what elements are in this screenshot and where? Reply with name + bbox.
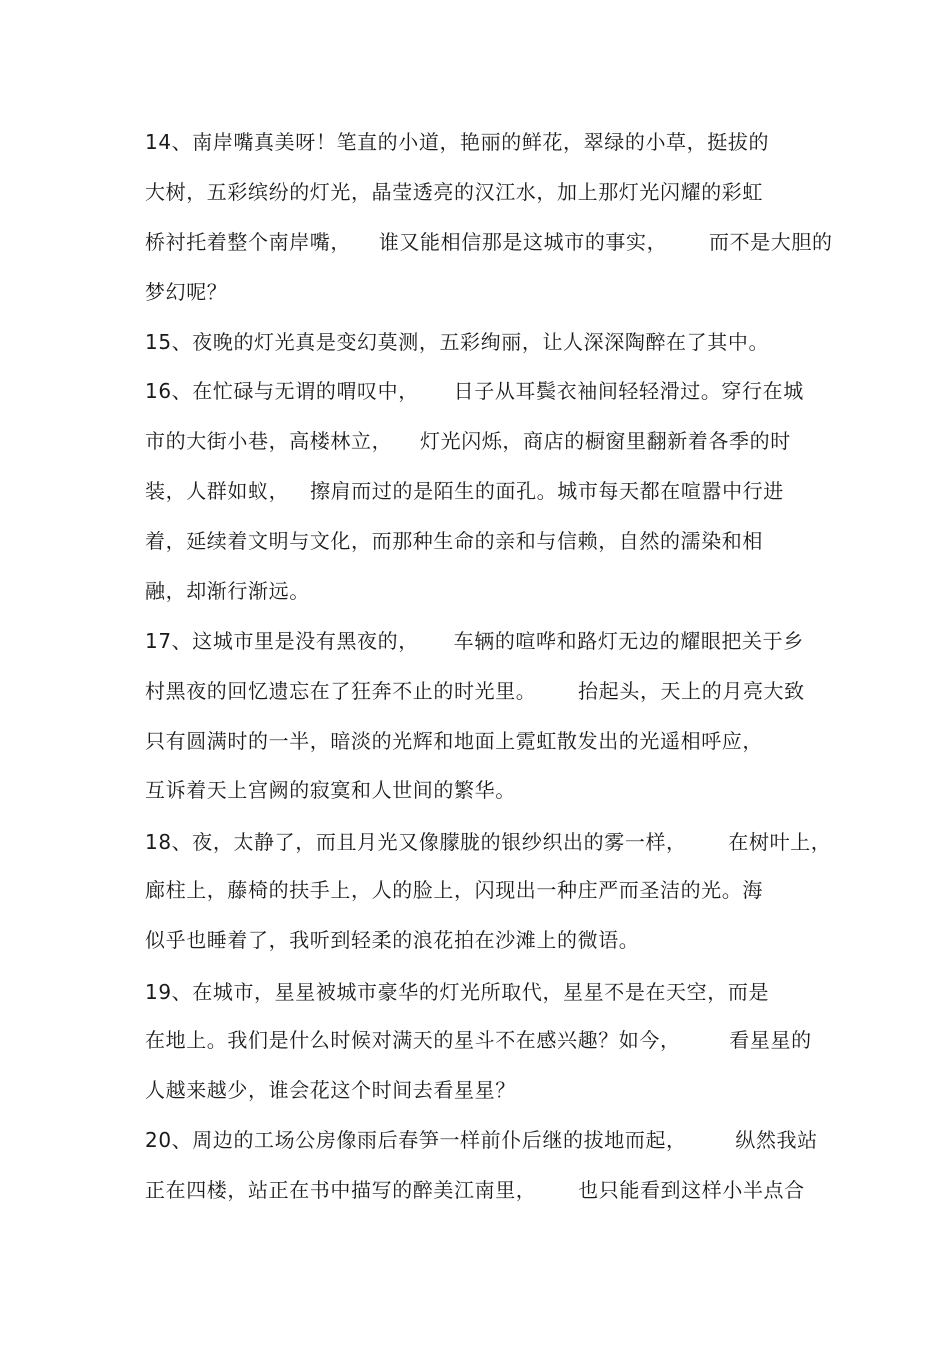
- text-line: 似乎也睡着了，我听到轻柔的浪花拍在沙滩上的微语。: [145, 928, 640, 952]
- text-line: 大树，五彩缤纷的灯光，晶莹透亮的汉江水，加上那灯光闪耀的彩虹: [145, 180, 763, 204]
- text-line: 桥衬托着整个南岸嘴， 谁又能相信那是这城市的事实， 而不是大胆的: [145, 230, 833, 254]
- text-line: 正在四楼，站正在书中描写的醉美江南里， 也只能看到这样小半点合: [145, 1178, 805, 1202]
- text-line: 16、在忙碌与无谓的喟叹中， 日子从耳鬓衣袖间轻轻滑过。穿行在城: [145, 379, 804, 403]
- text-line: 着，延续着文明与文化，而那种生命的亲和与信赖，自然的濡染和相: [145, 529, 763, 553]
- text-line: 14、南岸嘴真美呀！笔直的小道，艳丽的鲜花，翠绿的小草，挺拔的: [145, 130, 770, 154]
- text-line: 市的大街小巷，高楼林立， 灯光闪烁，商店的橱窗里翻新着各季的时: [145, 429, 791, 453]
- text-line: 15、夜晚的灯光真是变幻莫测，五彩绚丽，让人深深陶醉在了其中。: [145, 330, 770, 354]
- text-line: 互诉着天上宫阙的寂寞和人世间的繁华。: [145, 778, 516, 802]
- text-line: 17、这城市里是没有黑夜的， 车辆的喧哗和路灯无边的耀眼把关于乡: [145, 629, 804, 653]
- text-line: 在地上。我们是什么时候对满天的星斗不在感兴趣？如今， 看星星的: [145, 1028, 812, 1052]
- text-line: 装，人群如蚁， 擦肩而过的是陌生的面孔。城市每天都在喧嚣中行进: [145, 479, 784, 503]
- text-line: 人越来越少，谁会花这个时间去看星星？: [145, 1078, 516, 1102]
- text-line: 融，却渐行渐远。: [145, 579, 310, 603]
- text-line: 18、夜，太静了，而且月光又像朦胧的银纱织出的雾一样， 在树叶上，: [145, 830, 832, 854]
- text-line: 19、在城市，星星被城市豪华的灯光所取代，星星不是在天空，而是: [145, 980, 770, 1004]
- text-line: 20、周边的工场公房像雨后春笋一样前仆后继的拔地而起， 纵然我站: [145, 1128, 818, 1152]
- text-line: 梦幻呢？: [145, 280, 228, 304]
- text-line: 只有圆满时的一半，暗淡的光辉和地面上霓虹散发出的光遥相呼应，: [145, 729, 763, 753]
- text-line: 村黑夜的回忆遗忘在了狂奔不止的时光里。 抬起头，天上的月亮大致: [145, 679, 805, 703]
- text-line: 廊柱上，藤椅的扶手上，人的脸上，闪现出一种庄严而圣洁的光。海: [145, 878, 763, 902]
